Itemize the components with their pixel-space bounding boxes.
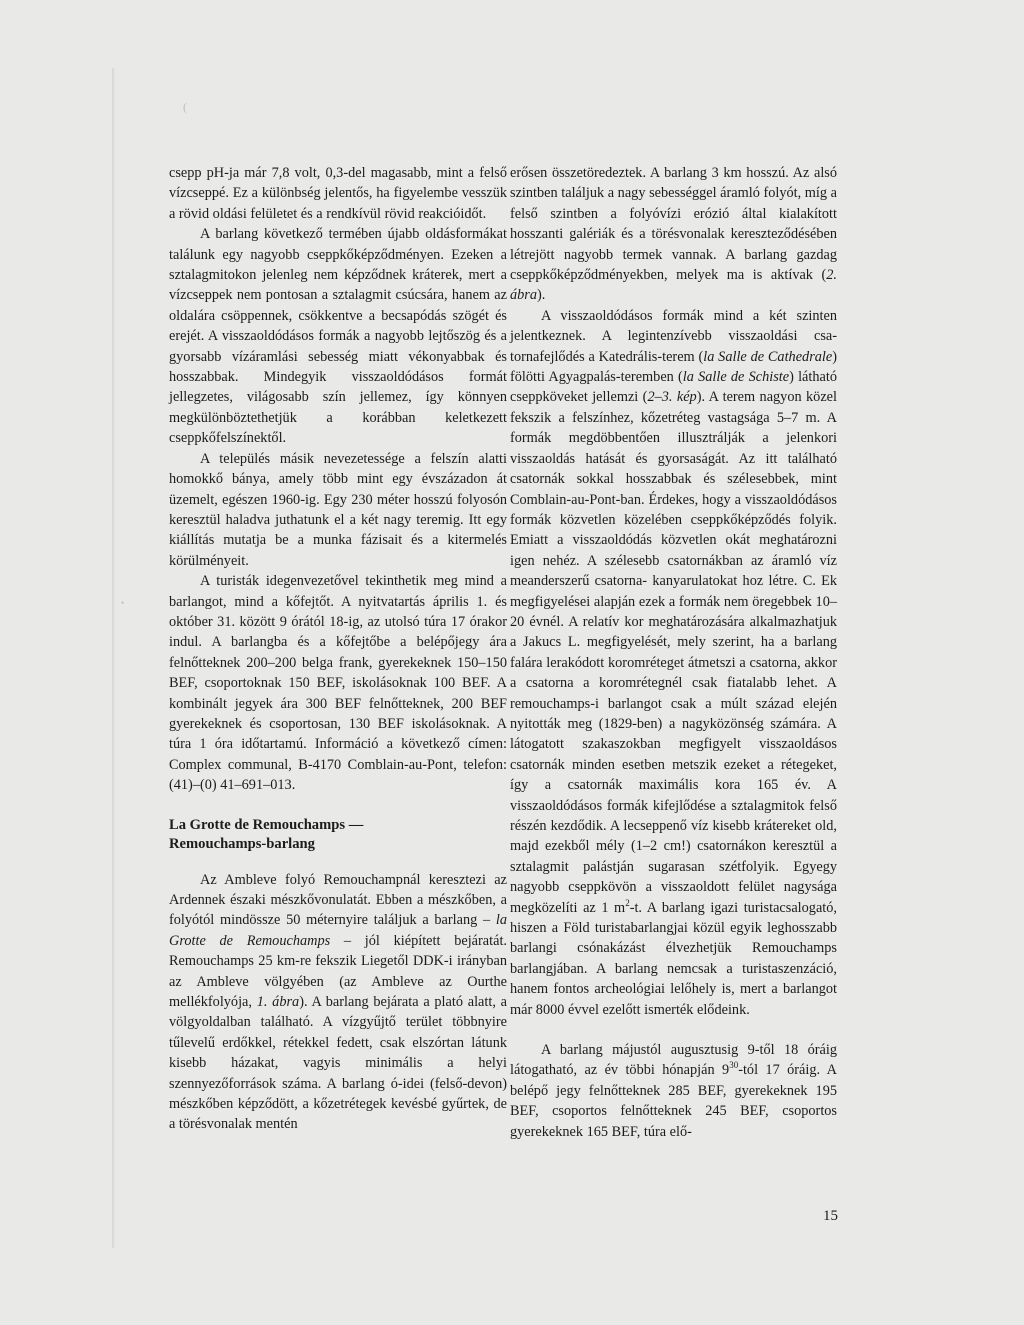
figure-reference: 2–3. kép	[647, 389, 697, 406]
paragraph: A település másik nevezetessége a felszín alatti homokkő bánya, amely több mint egy évszázadon át üzemelt, egészen 1960-ig. Egy 230 méter hosszú folyosón keresztül haladva juthatunk el a két nagy teremig. Itt egy kiállítás mutatja be a munka fázisait és a kitermelés körülményeit.	[169, 450, 507, 569]
text-run: ) fölötti Agyagpalás-teremben (	[510, 348, 837, 386]
text-run: Az Ambleve folyó Remouchampnál keresztezi az Ardennek északi mészkővonulatát. Ebben a mészkőben, a folyótól mindössze 50 méternyire találjuk a barlang –	[169, 871, 507, 929]
italic-text: la Grotte de Remouchamps	[169, 912, 507, 949]
right-column	[510, 163, 837, 1142]
paragraph: csepp pH-ja már 7,8 volt, 0,3-del magasabb, mint a felső vízcseppé. Ez a különbség jelentős, ha figyelembe vesszük a rövid oldási felületet és a rendkívül rövid reakcióidőt.	[169, 165, 507, 222]
text-run: A barlang májustól augusztusig 9-től 18 óráig látogatható, az év többi hónapján 9	[510, 1042, 837, 1079]
section-heading-line: Remouchamps-barlang	[169, 835, 315, 852]
superscript: 30	[729, 1060, 739, 1071]
text-run: ). A barlang bejárata a plató alatt, a völgyoldalban található. A vízgyűjtő terület többnyire tűlevelű erdőkkel, rétekkel fedett, csak elszórtan látunk kisebb házakat, vagyis minimális a helyi szennyezőforrások száma. A barlang ó-idei (felső-devon) mészkőben képződött, a kőzetrétegek kevésbé gyűrtek, de a törésvonalak mentén	[169, 994, 507, 1133]
scan-speck: (	[183, 100, 187, 114]
italic-text: la Salle de Cathedrale	[703, 348, 833, 365]
paragraph	[510, 306, 837, 1020]
paragraph: A barlang következő termében újabb oldásformákat találunk egy nagyobb cseppkőképződményen. Ezeken a sztalagmitokon jelenleg nem képződnek kráterek, mert a vízcseppek nem pontosan a sztalagmit csúcsára, hanem az oldalára csöppennek, csökkentve a becsapódás szögét és erejét. A visszaoldódásos formák a nagyobb lejtőszög és a gyorsabb vízáramlási sebesség miatt vékonyabbak és hosszabbak. Mindegyik visszaoldódásos formát jellegzetes, világosabb szín jellemez, így könnyen megkülönböztethetjük a korábban keletkezett cseppkőfelszínektől.	[169, 226, 507, 447]
page-number: 15	[823, 1208, 838, 1224]
section-heading-line: La Grotte de Remouchamps —	[169, 816, 364, 833]
text-run: -tól 17 óráig. A belépő jegy felnőtteknek 285 BEF, gyerekeknek 195 BEF, csoportos felnőtteknek 245 BEF, csoportos gyerekeknek 165 BEF, túra elő-	[510, 1062, 838, 1140]
scan-speck: •	[121, 598, 125, 608]
paragraph	[510, 1040, 837, 1142]
paragraph: A turisták idegenvezetővel tekinthetik meg mind a barlangot, mind a kőfejtőt. A nyitvatartás április 1. és október 31. között 9 órától 18-ig, az utolsó túra 17 órakor indul. A barlangba és a kőfejtőbe a belépőjegy ára felnőtteknek 200–200 belga frank, gyerekeknek 150–150 BEF, csoportoknak 150 BEF, iskolásoknak 100 BEF. A kombinált jegyek ára 300 BEF felnőtteknek, 200 BEF gyerekeknek és csoportosan, 130 BEF iskolásoknak. A túra 1 óra időtartamú. Információ a következő címen: Complex communal, B-4170 Comblain-au-Pont, telefon: (41)–(0) 41–691–013.	[169, 573, 507, 794]
section-heading	[169, 816, 507, 854]
text-run: ).	[537, 287, 546, 304]
paragraph	[169, 870, 507, 1135]
left-column	[169, 163, 507, 1135]
superscript: 2	[625, 897, 630, 908]
paragraph	[510, 163, 837, 306]
text-run: ). A terem nagyon közel fekszik a felszínhez, kőzetréteg vastagsága 5–7 m. A formák megdöbbentően illusztrálják a jelenkori visszaoldás hatását és gyorsaságát. Az itt található csatornák sokkal hosszabbak és szélesebbek, mint Comblain-au-Pont-ban. Érdekes, hogy a visszaoldódásos formák közvetlen közelében cseppkőképződés folyik. Emiatt a visszaoldódás közvetlen okát meghatározni igen nehéz. A szélesebb csatornákban az áramló víz meanderszerű csatorna- kanyarulatokat hoz létre. C. Ek megfigyelései alapján ezek a formák nem öregebbek 10–20 évnél. A relatív kor meghatározására alkalmazhatjuk a Jakucs L. megfigyelését, mely szerint, ha a barlang falára lerakódott koromréteget átmetszi a csatorna, akkor a csatorna a koromrétegnél csak fiatalabb lehet. A remouchamps-i barlangot csak a múlt század elején nyitották meg (1829-ben) a nagyközönség számára. A látogatott szakaszokban megfigyelt visszaoldásos csatornák minden esetben metszik ezeket a rétegeket, így a csatornák maximális kora 165 év. A visszaoldódásos formák kifejlődése a sztalagmitok felső részén kezdődik. A lecseppenő víz kisebb krátereket old, majd ezekből mély (1–2 cm!) csatornákon keresztül a sztalagmit palástján sugarasan szétfolyik. Egyegy nagyobb cseppkövön a visszaoldott felület nagysága megközelíti az 1 m	[510, 389, 837, 916]
italic-text: la Salle de Schiste	[682, 369, 790, 386]
text-run: erősen összetöredeztek. A barlang 3 km hosszú. Az alsó szintben találjuk a nagy sebességgel áramló folyót, míg a felső szintben a folyóvízi erózió által kialakított hosszanti galériák és a törésvonalak kereszteződésében létrejött nagyobb termek vannak. A barlang gazdag cseppkőképződményekben, melyek ma is aktívak (	[510, 165, 837, 284]
figure-reference: 1. ábra	[256, 994, 300, 1011]
scan-edge-shadow	[112, 68, 115, 1248]
text-run: ) látható cseppköveket jellemzi (	[510, 369, 837, 406]
text-run: – jól kiépített bejáratát. Remouchamps 25 km-re fekszik Liegetől DDK-i irányban az Ambleve völgyében (az Ambleve az Ourthe mellékfolyója,	[169, 932, 507, 1011]
text-run: -t. A barlang igazi turistacsalogató, hiszen a Föld turistabarlangjai közül egyik leghosszabb barlangi csónakázást élvezhetjük Remouchamps barlangjában. A barlang nemcsak a turistaszenzáció, hanem fontos archeológiai lelőhely is, mert a barlangot már 8000 évvel ezelőtt ismerték elődeink.	[510, 899, 837, 1018]
figure-reference: 2. ábra	[510, 267, 837, 304]
text-run: A visszaoldódásos formák mind a két szinten jelentkeznek. A legintenzívebb visszaoldási csatornafejlődés a Katedrális-terem (	[510, 307, 837, 365]
